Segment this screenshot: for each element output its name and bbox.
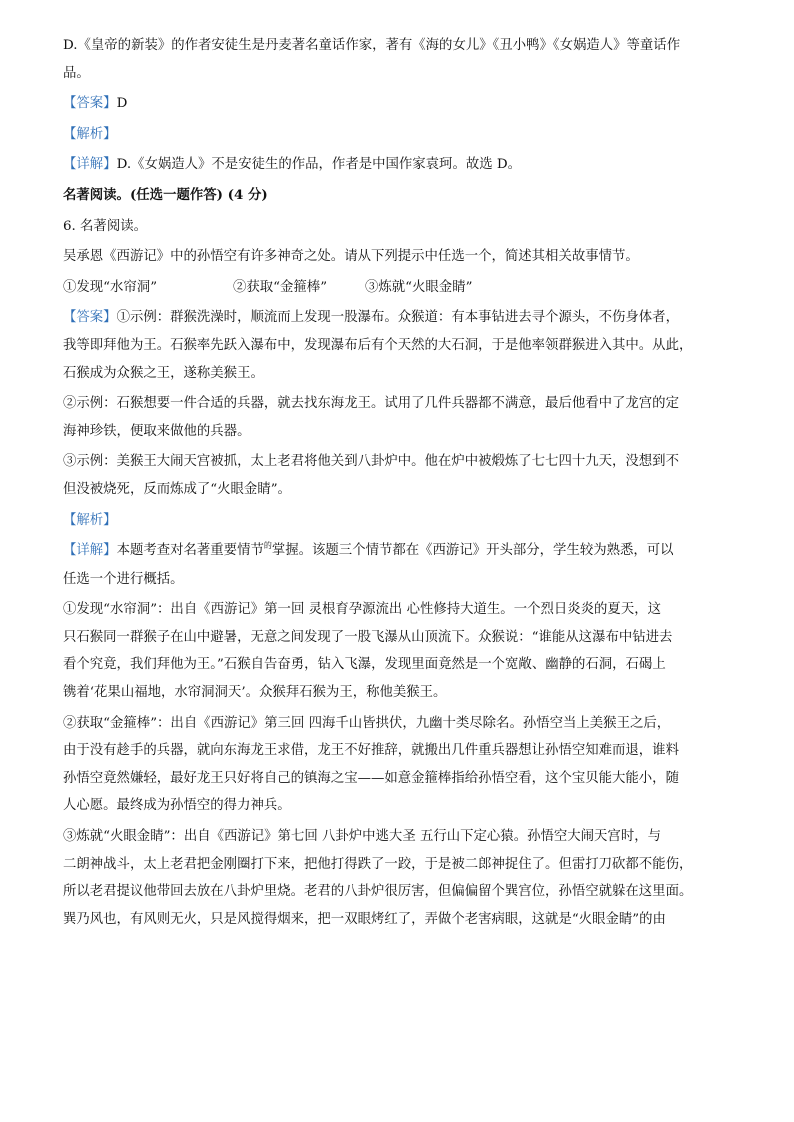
detail2-line-2: 任选一个进行概括。 <box>63 571 184 587</box>
answer-3-line-1: ③示例：美猴王大闹天宫被抓，太上老君将他关到八卦炉中。他在炉中被煅炼了七七四十九天，没想到不 <box>63 454 679 470</box>
analysis2-tag <box>63 507 734 535</box>
explain-3-line-3: 所以老君提议他带回去放在八卦炉里烧。老君的八卦炉很厉害，但偏偏留个巽宫位，孙悟空就躲在这里面。 <box>63 884 693 900</box>
analysis2-tag-label: 【解析】 <box>63 512 117 528</box>
option-d-line-2: 品。 <box>63 65 90 81</box>
explain-2-line-3: 孙悟空竟然嫌轻，最好龙王只好将自己的镇海之宝——如意金箍棒指给孙悟空看，这个宝贝能大能小，随 <box>63 770 679 786</box>
explain-1-line-1: ①发现“水帘洞”：出自《西游记》第一回 灵根育孕源流出 心性修持大道生。一个烈日炎炎的夏天，这 <box>63 602 661 618</box>
answer-1-text-1: ①示例：群猴洗澡时，顺流而上发现一股瀑布。众猴道：有本事钻进去寻个源头，不伤身体者， <box>116 310 679 326</box>
explain-1-line-3: 看个究竟，我们拜他为王。”石猴自告奋勇，钻入飞瀑，发现里面竟然是一个宽敞、幽静的石洞，石碣上 <box>63 657 666 673</box>
answer-1-line-2: 我等即拜他为王。石猴率先跃入瀑布中，发现瀑布后有个天然的大石洞，于是他率领群猴进入其中。从此， <box>63 337 693 353</box>
detail-tag: 【详解】 <box>63 157 117 173</box>
answer-1-line-3: 石猴成为众猴之王，遂称美猴王。 <box>63 365 264 381</box>
answer-2-line-1: ②示例：石猴想要一件合适的兵器，就去找东海龙王。试用了几件兵器都不满意，最后他看中了龙宫的定 <box>63 396 679 412</box>
answer-1-line-1 <box>63 304 734 332</box>
explain-2-line-4: 人心愿。最终成为孙悟空的得力神兵。 <box>63 798 291 814</box>
explain-1-line-2: 只石猴同一群猴子在山中避暑，无意之间发现了一股飞瀑从山顶流下。众猴说：“谁能从这瀑布中钻进去 <box>63 629 673 645</box>
option-1: ①发现“水帘洞” <box>63 279 158 295</box>
explain-3-line-1: ③炼就“火眼金睛”：出自《西游记》第七回 八卦炉中逃大圣 五行山下定心猿。孙悟空大闹天宫时，与 <box>63 829 661 845</box>
option-d-line-1: D.《皇帝的新装》的作者安徒生是丹麦著名童话作家，著有《海的女儿》《丑小鸭》《女娲造人》等童话作 <box>63 38 681 53</box>
detail2-post: 掌握。该题三个情节都在《西游记》开头部分，学生较为熟悉，可以 <box>271 543 674 559</box>
detail2-line-1 <box>63 537 734 566</box>
section-heading: 名著阅读。(任选一题作答) (4 分) <box>63 186 268 203</box>
question-6-options <box>63 274 734 302</box>
option-3: ③炼就“火眼金睛” <box>365 279 473 295</box>
explain-2-line-1: ②获取“金箍棒”：出自《西游记》第三回 四海千山皆拱伏，九幽十类尽除名。孙悟空当上美猴王之后， <box>63 715 671 731</box>
option-2: ②获取“金箍棒” <box>233 279 328 295</box>
detail-line <box>63 151 734 179</box>
question-6-prompt: 吴承恩《西游记》中的孙悟空有许多神奇之处。请从下列提示中任选一个，简述其相关故事情节。 <box>63 249 639 265</box>
answer-value: D <box>116 96 128 112</box>
explain-3-line-2: 二朗神战斗，太上老君把金刚圈打下来，把他打得跌了一跤，于是被二郎神捉住了。但雷打刀砍都不能伤， <box>63 856 693 872</box>
answer-3-line-2: 但没被烧死，反而炼成了“火眼金睛”。 <box>63 481 291 497</box>
answer-tag: 【答案】 <box>63 96 117 112</box>
explain-3-line-4: 巽乃风也，有风则无火，只是风搅得烟来，把一双眼烤红了，弄做个老害病眼，这就是“火眼金睛”的由 <box>63 911 666 927</box>
explain-1-line-4: 镌着‘花果山福地，水帘洞洞天’。众猴拜石猴为王，称他美猴王。 <box>63 685 447 701</box>
detail2-sup: 的 <box>263 541 272 551</box>
answer-2-line-2: 海神珍铁，便取来做他的兵器。 <box>63 423 251 439</box>
detail2-tag: 【详解】 <box>63 543 117 559</box>
answer-line <box>63 90 734 118</box>
analysis-tag <box>63 121 734 149</box>
analysis-tag-label: 【解析】 <box>63 126 117 142</box>
question-6-title: 6. 名著阅读。 <box>63 218 147 234</box>
detail2-pre: 本题考查对名著重要情节 <box>116 543 264 559</box>
explain-2-line-2: 由于没有趁手的兵器，就向东海龙王求借，龙王不好推辞，就搬出几件重兵器想让孙悟空知难而退，谁料 <box>63 743 679 759</box>
detail-text: D.《女娲造人》不是安徒生的作品，作者是中国作家袁珂。故选 D。 <box>116 157 522 173</box>
answer2-tag: 【答案】 <box>63 310 117 326</box>
